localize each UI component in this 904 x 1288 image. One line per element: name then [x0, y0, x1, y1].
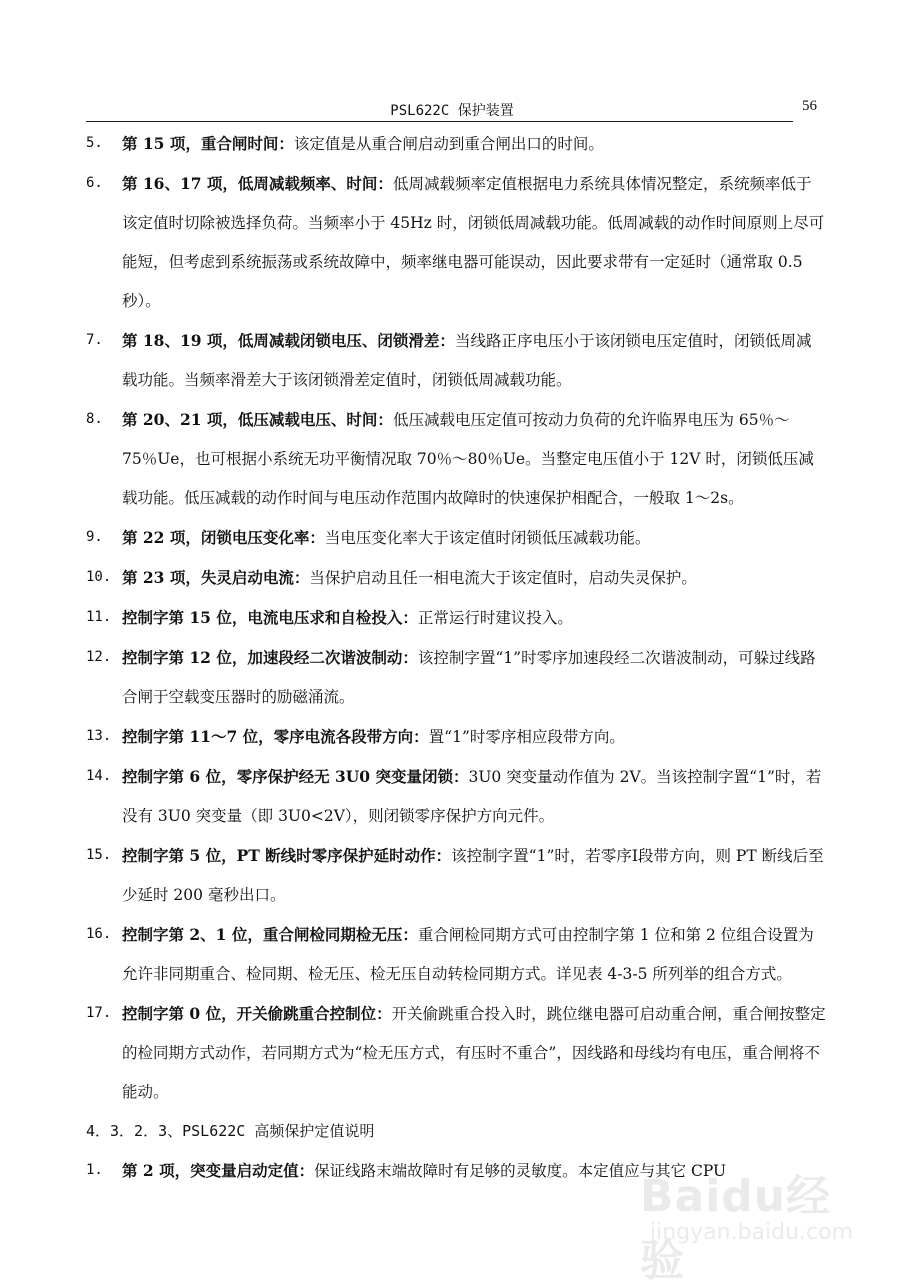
item-heading: 控制字第 15 位，电流电压求和自检投入：	[122, 608, 418, 627]
item-heading: 控制字第 0 位，开关偷跳重合控制位：	[122, 1004, 392, 1023]
item-text: 该定值是从重合闸启动到重合闸出口的时间。	[293, 135, 604, 153]
item-number: 17.	[86, 1005, 112, 1021]
item-number: 12.	[86, 649, 112, 665]
list-item	[86, 836, 826, 915]
item-number: 6.	[86, 175, 103, 191]
item-text: 当电压变化率大于该定值时闭锁低压减载功能。	[324, 529, 651, 547]
header-rule	[86, 121, 793, 122]
item-text: 置“1”时零序相应段带方向。	[428, 728, 625, 746]
item-number: 7.	[86, 332, 103, 348]
list-item	[86, 558, 826, 598]
item-heading: 控制字第 5 位，PT 断线时零序保护延时动作：	[122, 846, 452, 865]
list-item	[86, 124, 826, 164]
page-number: 56	[802, 98, 817, 114]
item-number: 15.	[86, 847, 112, 863]
item-heading: 控制字第 2、1 位，重合闸检同期检无压：	[122, 925, 418, 944]
item-text: 当线路正序电压小于该闭锁电压定值时，闭锁低周减载功能。当频率滑差大于该闭锁滑差定值时，闭锁低周减载功能。	[122, 332, 812, 389]
list-item	[86, 598, 826, 638]
item-number: 9.	[86, 529, 103, 545]
list-item	[86, 400, 826, 518]
item-text: 3U0 突变量动作值为 2V。当该控制字置“1”时，若没有 3U0 突变量（即 3U0<2V），则闭锁零序保护方向元件。	[122, 768, 822, 825]
baidu-watermark	[640, 1150, 870, 1286]
list-item	[86, 994, 826, 1112]
list-item	[86, 164, 826, 321]
item-heading: 第 15 项，重合闸时间：	[122, 134, 294, 153]
item-number: 11.	[86, 609, 112, 625]
item-heading: 第 23 项，失灵启动电流：	[122, 568, 310, 587]
item-heading: 第 22 项，闭锁电压变化率：	[122, 528, 325, 547]
item-text: 正常运行时建议投入。	[417, 609, 573, 627]
item-text: 低压减载电压定值可按动力负荷的允许临界电压为 65％～75％Ue，也可根据小系统无功平衡情况取 70％～80％Ue。当整定电压值小于 12V 时，闭锁低压减载功能。低压减载的动作时间与电压动作范围内故障时的快速保护相配合，一般取 1～2s。	[122, 411, 814, 507]
item-text: 当保护启动且任一相电流大于该定值时，启动失灵保护。	[309, 569, 697, 587]
item-heading: 控制字第 11～7 位，零序电流各段带方向：	[122, 727, 429, 746]
item-number: 5.	[86, 135, 103, 151]
item-number: 13.	[86, 728, 112, 744]
item-heading: 第 18、19 项，低周减载闭锁电压、闭锁滑差：	[122, 331, 455, 350]
header-title: PSL622C 保护装置	[390, 103, 514, 119]
item-number: 1.	[86, 1162, 103, 1178]
item-text: 该控制字置“1”时，若零序Ⅰ段带方向，则 PT 断线后至少延时 200 毫秒出口。	[122, 847, 824, 904]
item-text: 重合闸检同期方式可由控制字第 1 位和第 2 位组合设置为允许非同期重合、检同期、检无压、检无压自动转检同期方式。详见表 4-3-5 所列举的组合方式。	[122, 926, 814, 983]
item-heading: 第 2 项，突变量启动定值：	[122, 1161, 315, 1180]
item-text: 保证线路末端故障时有足够的灵敏度。本定值应与其它 CPU	[314, 1162, 727, 1180]
item-text: 低周减载频率定值根据电力系统具体情况整定，系统频率低于该定值时切除被选择负荷。当频率小于 45Hz 时，闭锁低周减载功能。低周减载的动作时间原则上尽可能短，但考虑到系统振荡或系统故障中，频率继电器可能误动，因此要求带有一定延时（通常取 0.5 秒）。	[122, 175, 825, 310]
list-item	[86, 518, 826, 558]
watermark-url: jingyan.baidu.com	[650, 1220, 854, 1245]
item-number: 16.	[86, 926, 112, 942]
section-heading: 4．3．2．3、PSL622C 高频保护定值说明	[86, 1122, 375, 1140]
item-text: 该控制字置“1”时零序加速段经二次谐波制动，可躲过线路合闸于空载变压器时的励磁涌流。	[122, 649, 816, 706]
list-item	[86, 638, 826, 717]
item-number: 8.	[86, 411, 103, 427]
watermark-logo: Baidu经验	[640, 1171, 832, 1286]
item-number: 10.	[86, 569, 112, 585]
item-heading: 控制字第 12 位，加速段经二次谐波制动：	[122, 648, 418, 667]
item-text: 开关偷跳重合投入时，跳位继电器可启动重合闸，重合闸按整定的检同期方式动作，若同期方式为“检无压方式，有压时不重合”，因线路和母线均有电压，重合闸将不能动。	[122, 1005, 826, 1101]
list-item	[86, 321, 826, 400]
item-heading: 第 20、21 项，低压减载电压、时间：	[122, 410, 393, 429]
document-body	[86, 124, 826, 1191]
list-item	[86, 915, 826, 994]
item-heading: 控制字第 6 位，零序保护经无 3U0 突变量闭锁：	[122, 767, 469, 786]
list-item	[86, 717, 826, 757]
item-number: 14.	[86, 768, 112, 784]
item-heading: 第 16、17 项，低周减载频率、时间：	[122, 174, 393, 193]
list-item	[86, 757, 826, 836]
